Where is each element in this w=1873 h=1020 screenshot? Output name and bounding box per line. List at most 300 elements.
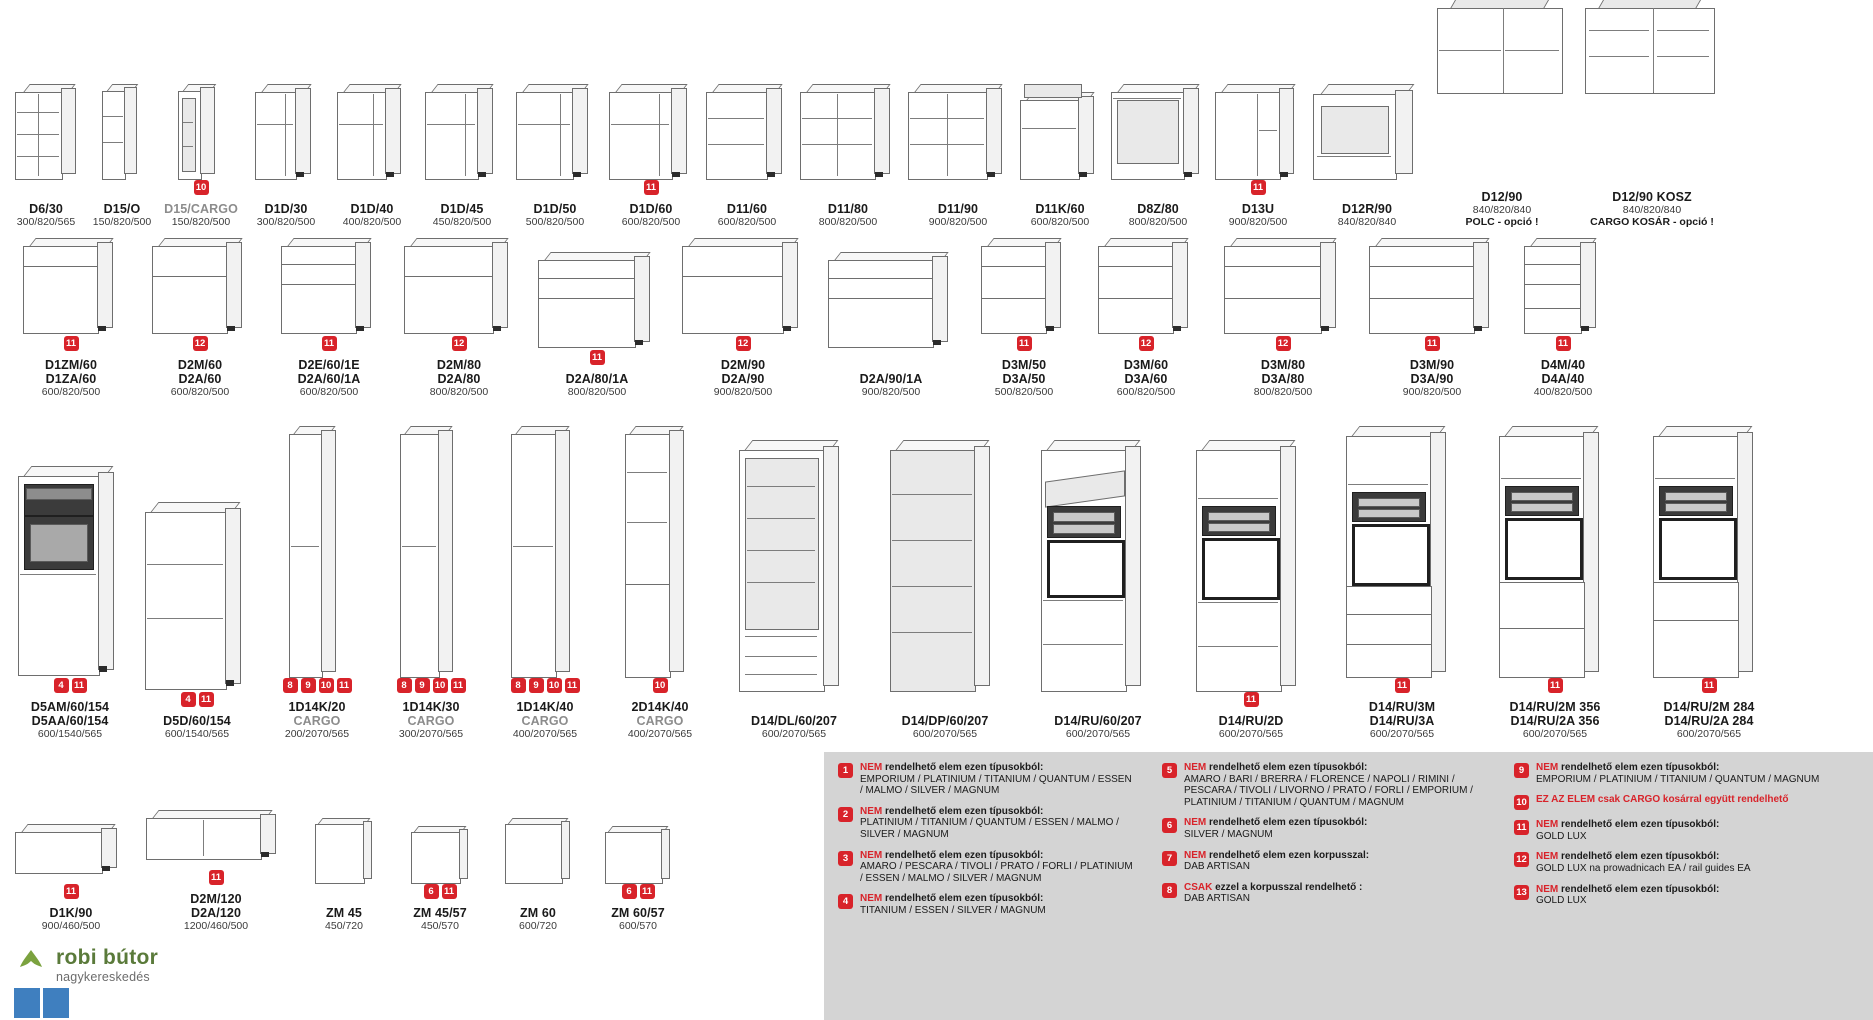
cabinet-cell[interactable]: [670, 228, 816, 398]
item-code: D5D/60/154: [163, 714, 231, 728]
legend-number: 13: [1514, 885, 1529, 900]
item-code: D4M/40: [1540, 358, 1586, 372]
item-dims: 600/820/500: [299, 386, 359, 398]
legend-head: rendelhető elem ezen típusokból:: [1209, 817, 1368, 829]
note-badge[interactable]: 11: [1244, 692, 1259, 707]
item-variant: CARGO: [293, 714, 341, 728]
item-code: D12/90 KOSZ: [1612, 190, 1692, 204]
note-badge[interactable]: 11: [590, 350, 605, 365]
item-code-alt: D2A/60: [178, 372, 222, 386]
legend-body: SILVER / MAGNUM: [1184, 828, 1273, 840]
item-dims: 300/820/565: [16, 216, 76, 228]
item-dims: 600/820/500: [170, 386, 230, 398]
cabinet-cell[interactable]: [1306, 62, 1428, 228]
item-dims: 150/820/500: [92, 216, 152, 228]
brand-subtitle: nagykereskedés: [56, 970, 150, 984]
note-badge[interactable]: 11: [644, 180, 659, 195]
cabinet-cell[interactable]: [488, 804, 588, 932]
item-code: D1D/40: [350, 202, 394, 216]
note-badge[interactable]: 10: [547, 678, 562, 693]
legend-keyword: NEM: [1184, 762, 1207, 773]
legend-number: 8: [1162, 883, 1177, 898]
legend-panel: [824, 752, 1873, 1020]
legend-head: rendelhető elem ezen típusokból:: [885, 762, 1044, 773]
cabinet-row-2: [6, 228, 1618, 398]
note-badge[interactable]: 4: [54, 678, 69, 693]
item-code: D14/RU/60/207: [1054, 714, 1142, 728]
legend-head: rendelhető elem ezen típusokból:: [1561, 819, 1720, 831]
badge-group: [194, 180, 209, 195]
note-badge[interactable]: 11: [64, 884, 79, 899]
item-code-alt: D4A/40: [1541, 372, 1585, 386]
cabinet-cell[interactable]: [1326, 420, 1478, 740]
legend-body: PLATINIUM / TITANIUM / QUANTUM / ESSEN / MALMO / SILVER / MAGNUM: [860, 817, 1119, 840]
item-dims: 900/820/500: [1228, 216, 1288, 228]
cabinet-cell[interactable]: [244, 62, 328, 228]
legend-item[interactable]: [838, 893, 1134, 916]
legend-keyword: NEM: [1536, 851, 1559, 863]
legend-item[interactable]: [1514, 794, 1844, 810]
item-code: D3M/50: [1001, 358, 1047, 372]
cabinet-cell[interactable]: [508, 62, 602, 228]
legend-head: rendelhető elem ezen típusokból:: [885, 893, 1044, 905]
cabinet-cell[interactable]: [416, 62, 508, 228]
note-badge[interactable]: 9: [301, 678, 316, 693]
legend-number: 12: [1514, 852, 1529, 867]
cabinet-cell[interactable]: [966, 228, 1082, 398]
legend-number: 5: [1162, 763, 1177, 778]
note-badge[interactable]: 11: [72, 678, 87, 693]
cabinet-cell[interactable]: [1176, 434, 1326, 740]
item-code-alt: D2A/80: [437, 372, 481, 386]
item-code: D15/O: [103, 202, 141, 216]
item-dims: 800/820/500: [1253, 386, 1313, 398]
item-code-alt: D14/RU/2A 284: [1664, 714, 1754, 728]
item-dims: 840/820/840: [1622, 204, 1682, 216]
cabinet-cell[interactable]: [158, 62, 244, 228]
badge-group: [511, 678, 580, 693]
legend-column-1: [838, 762, 1134, 926]
legend-body: AMARO / BARI / BRERRA / FLORENCE / NAPOLI / RIMINI / PESCARA / TIVOLI / LIVORNO / PRATO / FORLI / EMPORIUM / PLATINIUM / TITANIUM / QUANTUM / MAGNUM: [1184, 773, 1473, 808]
item-dims: 150/820/500: [171, 216, 231, 228]
badge-group: [64, 884, 79, 899]
item-dims: 500/820/500: [994, 386, 1054, 398]
item-variant: CARGO: [407, 714, 455, 728]
item-code: D14/RU/3M: [1368, 700, 1436, 714]
cabinet-cell[interactable]: [136, 228, 264, 398]
legend-head: rendelhető elem ezen típusokból:: [885, 805, 1044, 817]
legend-item[interactable]: [1162, 882, 1482, 905]
legend-keyword: NEM: [1184, 817, 1207, 829]
badge-group: [653, 678, 668, 693]
item-dims: 450/570: [421, 920, 459, 932]
note-badge[interactable]: 11: [1548, 678, 1563, 693]
legend-body: EMPORIUM / PLATINIUM / TITANIUM / QUANTUM / MAGNUM: [1536, 773, 1820, 785]
item-note: POLC - opció !: [1465, 216, 1539, 228]
item-dims: 840/820/840: [1337, 216, 1397, 228]
item-dims: 300/820/500: [256, 216, 316, 228]
legend-keyword: NEM: [1184, 849, 1207, 861]
legend-keyword: NEM: [1536, 762, 1559, 773]
note-badge[interactable]: 11: [1425, 336, 1440, 351]
note-badge[interactable]: 8: [511, 678, 526, 693]
cabinet-cell[interactable]: [1014, 62, 1106, 228]
note-badge[interactable]: 10: [319, 678, 334, 693]
item-code-alt: D1ZA/60: [45, 372, 97, 386]
note-badge[interactable]: 11: [1251, 180, 1266, 195]
cabinet-cell[interactable]: [1020, 434, 1176, 740]
cabinet-cell[interactable]: [700, 62, 794, 228]
cabinet-cell[interactable]: [264, 228, 394, 398]
item-code: D2M/90: [720, 358, 766, 372]
legend-item[interactable]: [1514, 819, 1844, 842]
item-dims: 800/820/500: [1128, 216, 1188, 228]
item-code: D3M/90: [1409, 358, 1455, 372]
item-code-alt: D2A/60/1A: [297, 372, 361, 386]
item-code: 1D14K/30: [402, 700, 460, 714]
legend-item[interactable]: [1514, 851, 1844, 874]
legend-number: 7: [1162, 851, 1177, 866]
cabinet-row-4: [6, 790, 688, 932]
legend-item[interactable]: [1162, 817, 1482, 840]
legend-item[interactable]: [1514, 884, 1844, 907]
note-badge[interactable]: 11: [64, 336, 79, 351]
note-badge[interactable]: 4: [181, 692, 196, 707]
item-dims: 600/2070/565: [1369, 728, 1435, 740]
cabinet-cell[interactable]: [1106, 62, 1210, 228]
item-code: 1D14K/20: [288, 700, 346, 714]
item-code-alt: D2A/90: [721, 372, 765, 386]
cabinet-cell[interactable]: [328, 62, 416, 228]
item-code: D1D/50: [533, 202, 577, 216]
note-badge[interactable]: 11: [640, 884, 655, 899]
legend-item[interactable]: [838, 850, 1134, 885]
legend-body: DAB ARTISAN: [1184, 861, 1250, 873]
badge-group: [1548, 678, 1563, 693]
legend-head: rendelhető elem ezen típusokból:: [1561, 883, 1720, 895]
note-badge[interactable]: 10: [433, 678, 448, 693]
cabinet-cell[interactable]: [1210, 228, 1356, 398]
badge-group: [1556, 336, 1571, 351]
legend-number: 6: [1162, 818, 1177, 833]
item-dims: 600/720: [519, 920, 557, 932]
item-dims: 600/2070/565: [1676, 728, 1742, 740]
badge-group: [1017, 336, 1032, 351]
badge-group: [322, 336, 337, 351]
item-code: D14/RU/2M 356: [1509, 700, 1601, 714]
legend-item[interactable]: [838, 762, 1134, 797]
note-badge[interactable]: 11: [1017, 336, 1032, 351]
item-dims: 400/2070/565: [627, 728, 693, 740]
cabinet-cell[interactable]: [602, 420, 718, 740]
cabinet-cell[interactable]: [488, 420, 602, 740]
item-code-alt: D3A/60: [1124, 372, 1168, 386]
cabinet-cell[interactable]: [1632, 420, 1786, 740]
item-code: D15/CARGO: [164, 202, 238, 216]
cabinet-cell[interactable]: [6, 228, 136, 398]
badge-group: [424, 884, 457, 899]
note-badge[interactable]: 8: [397, 678, 412, 693]
badge-group: [1244, 692, 1259, 707]
item-dims: 600/2070/565: [761, 728, 827, 740]
item-dims: 450/820/500: [432, 216, 492, 228]
item-code: D13U: [1241, 202, 1275, 216]
cabinet-cell[interactable]: [588, 804, 688, 932]
legend-item[interactable]: [1162, 762, 1482, 808]
item-code: D3M/60: [1123, 358, 1169, 372]
badge-group: [181, 692, 214, 707]
note-badge[interactable]: 11: [322, 336, 337, 351]
legend-item[interactable]: [1162, 850, 1482, 873]
item-dims: 600/820/500: [41, 386, 101, 398]
item-code: D14/DL/60/207: [750, 714, 838, 728]
item-dims: 450/720: [325, 920, 363, 932]
item-dims: 800/820/500: [429, 386, 489, 398]
cabinet-cell[interactable]: [136, 790, 296, 932]
cabinet-cell[interactable]: [296, 804, 392, 932]
note-badge[interactable]: 12: [1276, 336, 1291, 351]
note-badge[interactable]: 9: [415, 678, 430, 693]
item-code: D5AM/60/154: [30, 700, 110, 714]
legend-body: GOLD LUX: [1536, 895, 1587, 907]
item-code: D12R/90: [1341, 202, 1393, 216]
cabinet-cell[interactable]: [1478, 420, 1632, 740]
legend-head: rendelhető elem ezen típusokból:: [1561, 762, 1720, 773]
legend-number: 11: [1514, 820, 1529, 835]
item-code: D14/DP/60/207: [901, 714, 989, 728]
legend-number: 10: [1514, 795, 1529, 810]
cabinet-cell[interactable]: [1428, 18, 1576, 228]
item-dims: 900/820/500: [861, 386, 921, 398]
item-code: D1K/90: [49, 906, 93, 920]
cabinet-row-1: [6, 18, 1728, 228]
item-dims: 600/1540/565: [164, 728, 230, 740]
item-code: D6/30: [29, 202, 63, 216]
cabinet-cell[interactable]: [794, 62, 902, 228]
badge-group: [1139, 336, 1154, 351]
item-code-alt: D14/RU/3A: [1369, 714, 1435, 728]
item-dims: 300/2070/565: [398, 728, 464, 740]
cabinet-row-3: [6, 420, 1786, 740]
note-badge[interactable]: 12: [193, 336, 208, 351]
item-code: D1D/60: [629, 202, 673, 216]
legend-keyword: NEM: [1536, 819, 1559, 831]
item-dims: 600/2070/565: [912, 728, 978, 740]
legend-item[interactable]: [1514, 762, 1844, 785]
legend-body: GOLD LUX na prowadnicach EA / rail guides EA: [1536, 862, 1751, 874]
item-code: D1D/45: [440, 202, 484, 216]
cabinet-cell[interactable]: [816, 242, 966, 398]
item-code: D14/RU/2M 284: [1663, 700, 1755, 714]
cabinet-cell[interactable]: [86, 62, 158, 228]
note-badge[interactable]: 11: [337, 678, 352, 693]
badge-group: [64, 336, 79, 351]
badge-group: [397, 678, 466, 693]
item-dims: 1200/460/500: [183, 920, 249, 932]
cabinet-cell[interactable]: [602, 62, 700, 228]
item-dims: 600/820/500: [621, 216, 681, 228]
legend-number: 3: [838, 851, 853, 866]
item-dims: 600/820/500: [1116, 386, 1176, 398]
badge-group: [736, 336, 751, 351]
cabinet-cell[interactable]: [6, 62, 86, 228]
item-code: D2M/60: [177, 358, 223, 372]
item-dims: 900/820/500: [928, 216, 988, 228]
cabinet-cell[interactable]: [1356, 228, 1508, 398]
legend-head: rendelhető elem ezen típusokból:: [1561, 851, 1720, 863]
cabinet-cell[interactable]: [718, 434, 870, 740]
legend-item[interactable]: [838, 806, 1134, 841]
legend-keyword: NEM: [860, 762, 883, 773]
badge-group: [193, 336, 208, 351]
item-dims: 900/820/500: [1402, 386, 1462, 398]
legend-keyword: NEM: [860, 893, 883, 905]
note-badge[interactable]: 6: [424, 884, 439, 899]
cabinet-cell[interactable]: [1210, 62, 1306, 228]
item-dims: 600/820/500: [717, 216, 777, 228]
item-dims: 900/820/500: [713, 386, 773, 398]
item-dims: 500/820/500: [525, 216, 585, 228]
badge-group: [622, 884, 655, 899]
legend-head: rendelhető elem ezen típusokból:: [1209, 762, 1368, 773]
badge-group: [1702, 678, 1717, 693]
tree-icon: [14, 948, 48, 982]
cabinet-cell[interactable]: [394, 228, 524, 398]
note-badge[interactable]: 8: [283, 678, 298, 693]
item-code-alt: D14/RU/2A 356: [1510, 714, 1600, 728]
badge-group: [590, 350, 605, 365]
legend-body: AMARO / PESCARA / TIVOLI / PRATO / FORLI / PLATINIUM / ESSEN / MALMO / SILVER / MAGNUM: [860, 861, 1133, 884]
cabinet-cell[interactable]: [6, 804, 136, 932]
item-code: D11/60: [726, 202, 768, 216]
item-code: D2M/80: [436, 358, 482, 372]
item-code-alt: D3A/80: [1261, 372, 1305, 386]
item-code-alt: D5AA/60/154: [31, 714, 109, 728]
item-code: 1D14K/40: [516, 700, 574, 714]
badge-group: [209, 870, 224, 885]
item-code: ZM 60/57: [611, 906, 665, 920]
legend-keyword: NEM: [860, 805, 883, 817]
cabinet-cell[interactable]: [1576, 18, 1728, 228]
legend-column-2: [1162, 762, 1482, 914]
cabinet-cell[interactable]: [134, 472, 260, 740]
badge-group: [54, 678, 87, 693]
legend-keyword: NEM: [1536, 883, 1559, 895]
badge-group: [1251, 180, 1266, 195]
legend-head: csak CARGO kosárral együtt rendelhető: [1597, 794, 1789, 806]
note-badge[interactable]: 11: [209, 870, 224, 885]
item-code: D8Z/80: [1137, 202, 1179, 216]
badge-group: [283, 678, 352, 693]
legend-head: rendelhető elem ezen típusokból:: [885, 849, 1044, 861]
legend-column-3: [1514, 762, 1844, 916]
note-badge[interactable]: 11: [1395, 678, 1410, 693]
cabinet-cell[interactable]: [1082, 228, 1210, 398]
item-code-alt: D3A/50: [1002, 372, 1046, 386]
badge-group: [1276, 336, 1291, 351]
badge-group: [1425, 336, 1440, 351]
item-dims: 200/2070/565: [284, 728, 350, 740]
item-dims: 600/2070/565: [1218, 728, 1284, 740]
item-code: D12/90: [1481, 190, 1523, 204]
item-dims: 400/820/500: [1533, 386, 1593, 398]
cabinet-cell[interactable]: [374, 420, 488, 740]
legend-keyword: NEM: [860, 849, 883, 861]
item-dims: 800/820/500: [818, 216, 878, 228]
legend-keyword: CSAK: [1184, 881, 1213, 893]
note-badge[interactable]: 11: [1702, 678, 1717, 693]
note-badge[interactable]: 9: [529, 678, 544, 693]
legend-body: EMPORIUM / PLATINIUM / TITANIUM / QUANTUM / ESSEN / MALMO / SILVER / MAGNUM: [860, 773, 1132, 797]
item-note: CARGO KOSÁR - opció !: [1590, 216, 1714, 228]
legend-body: TITANIUM / ESSEN / SILVER / MAGNUM: [860, 904, 1046, 916]
note-badge[interactable]: 6: [622, 884, 637, 899]
item-code: D11/90: [937, 202, 979, 216]
item-code: ZM 45: [326, 906, 362, 920]
item-dims: 840/820/840: [1472, 204, 1532, 216]
item-dims: 800/820/500: [567, 386, 627, 398]
item-code-alt: D2A/120: [190, 906, 242, 920]
legend-keyword: EZ AZ ELEM: [1536, 794, 1596, 806]
legend-head: ezzel a korpusszal rendelhető :: [1215, 881, 1363, 893]
badge-group: [644, 180, 659, 195]
legend-body: DAB ARTISAN: [1184, 893, 1250, 905]
item-dims: 900/460/500: [41, 920, 101, 932]
cabinet-cell[interactable]: [392, 804, 488, 932]
legend-head: rendelhető elem ezen korpusszal:: [1209, 849, 1370, 861]
note-badge[interactable]: 11: [451, 678, 466, 693]
note-badge[interactable]: 11: [199, 692, 214, 707]
item-dims: 600/2070/565: [1522, 728, 1588, 740]
cabinet-cell[interactable]: [524, 242, 670, 398]
note-badge[interactable]: 12: [736, 336, 751, 351]
legend-number: 2: [838, 807, 853, 822]
legend-body: GOLD LUX: [1536, 830, 1587, 842]
brand-name: robi bútor: [56, 946, 159, 969]
note-badge[interactable]: 12: [452, 336, 467, 351]
item-code: D3M/80: [1260, 358, 1306, 372]
item-code: D2M/120: [190, 892, 242, 906]
note-badge[interactable]: 11: [565, 678, 580, 693]
note-badge[interactable]: 10: [194, 180, 209, 195]
item-dims: 600/1540/565: [37, 728, 103, 740]
legend-number: 1: [838, 763, 853, 778]
item-code: ZM 60: [520, 906, 556, 920]
note-badge[interactable]: 11: [1556, 336, 1571, 351]
item-code-alt: D3A/90: [1410, 372, 1454, 386]
item-dims: 600/820/500: [1030, 216, 1090, 228]
note-badge[interactable]: 11: [442, 884, 457, 899]
item-code: D1ZM/60: [44, 358, 98, 372]
cabinet-cell[interactable]: [260, 420, 374, 740]
item-code: D14/RU/2D: [1218, 714, 1284, 728]
legend-number: 9: [1514, 763, 1529, 778]
note-badge[interactable]: 12: [1139, 336, 1154, 351]
badge-group: [452, 336, 467, 351]
item-code: ZM 45/57: [413, 906, 467, 920]
item-dims: 600/2070/565: [1065, 728, 1131, 740]
note-badge[interactable]: 10: [653, 678, 668, 693]
cabinet-cell[interactable]: [870, 434, 1020, 740]
legend-number: 4: [838, 894, 853, 909]
item-variant: CARGO: [521, 714, 569, 728]
cabinet-cell[interactable]: [1508, 228, 1618, 398]
item-code: D2A/80/1A: [565, 372, 629, 386]
cabinet-cell[interactable]: [6, 458, 134, 740]
item-dims: 400/2070/565: [512, 728, 578, 740]
item-code: D2E/60/1E: [298, 358, 360, 372]
cabinet-cell[interactable]: [902, 62, 1014, 228]
